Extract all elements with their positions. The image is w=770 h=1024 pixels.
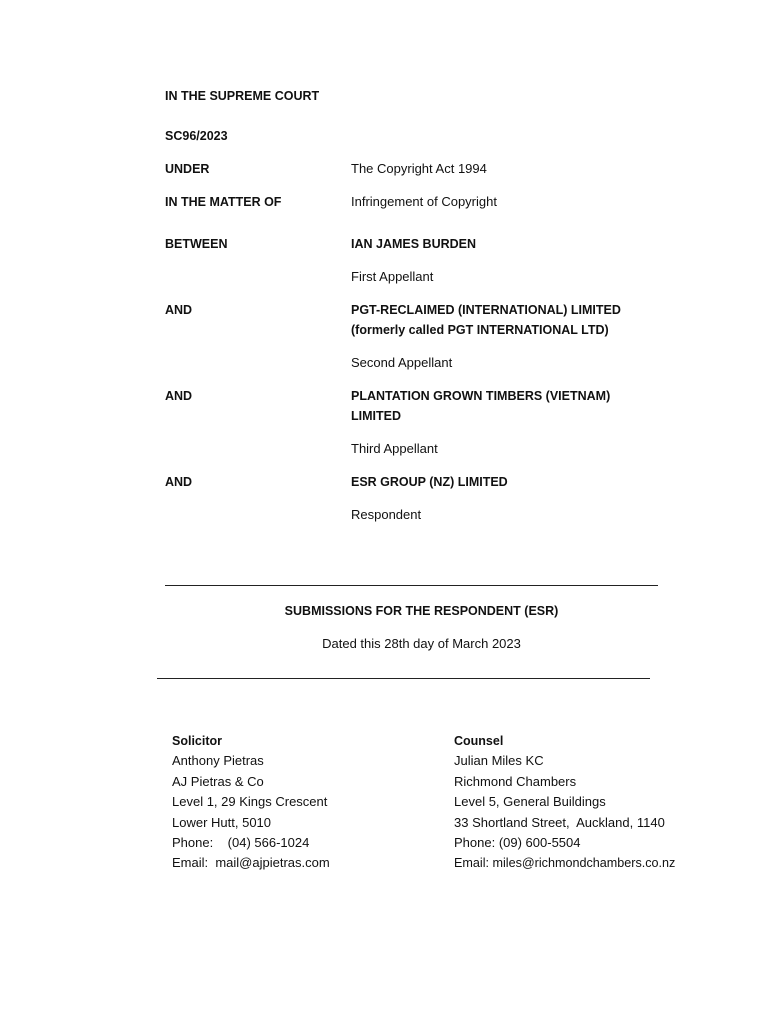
solicitor-line: Level 1, 29 Kings Crescent [172,794,328,810]
solicitor-heading: Solicitor [172,734,223,748]
matter-label: IN THE MATTER OF [165,195,282,209]
solicitor-block [172,731,330,874]
party-role: Third Appellant [351,441,438,456]
counsel-line: Richmond Chambers [454,773,577,789]
bottom-rule [157,678,650,679]
solicitor-phone: Phone: (04) 566-1024 [172,835,310,851]
document-date: Dated this 28th day of March 2023 [322,636,521,651]
party-role: First Appellant [351,269,434,284]
party-name-continued: LIMITED [351,409,401,423]
counsel-line: Level 5, General Buildings [454,794,606,810]
matter-value: Infringement of Copyright [351,194,497,209]
party-role: Respondent [351,507,422,522]
counsel-email: Email: miles@richmondchambers.co.nz [454,856,676,871]
party-name: PGT-RECLAIMED (INTERNATIONAL) LIMITED [351,303,621,317]
party-role: Second Appellant [351,355,453,370]
party-name: PLANTATION GROWN TIMBERS (VIETNAM) [351,389,611,403]
solicitor-email: Email: mail@ajpietras.com [172,855,330,871]
under-label: UNDER [165,162,210,176]
counsel-heading: Counsel [454,734,504,748]
counsel-line: 33 Shortland Street, Auckland, 1140 [454,814,665,830]
party-label: AND [165,303,193,317]
solicitor-line: Lower Hutt, 5010 [172,814,272,830]
case-number: SC96/2023 [165,129,228,143]
counsel-block [454,731,675,874]
party-label: BETWEEN [165,237,228,251]
counsel-line: Julian Miles KC [454,753,544,769]
counsel-phone: Phone: (09) 600-5504 [454,835,581,851]
court-heading: IN THE SUPREME COURT [165,89,320,103]
solicitor-line: AJ Pietras & Co [172,773,264,789]
solicitor-line: Anthony Pietras [172,753,264,769]
document-title: SUBMISSIONS FOR THE RESPONDENT (ESR) [284,604,559,618]
top-rule [165,585,658,586]
party-name-continued: (formerly called PGT INTERNATIONAL LTD) [351,323,609,337]
party-label: AND [165,475,193,489]
under-value: The Copyright Act 1994 [351,161,487,176]
party-label: AND [165,389,193,403]
party-name: ESR GROUP (NZ) LIMITED [351,475,508,489]
party-name: IAN JAMES BURDEN [351,237,477,251]
